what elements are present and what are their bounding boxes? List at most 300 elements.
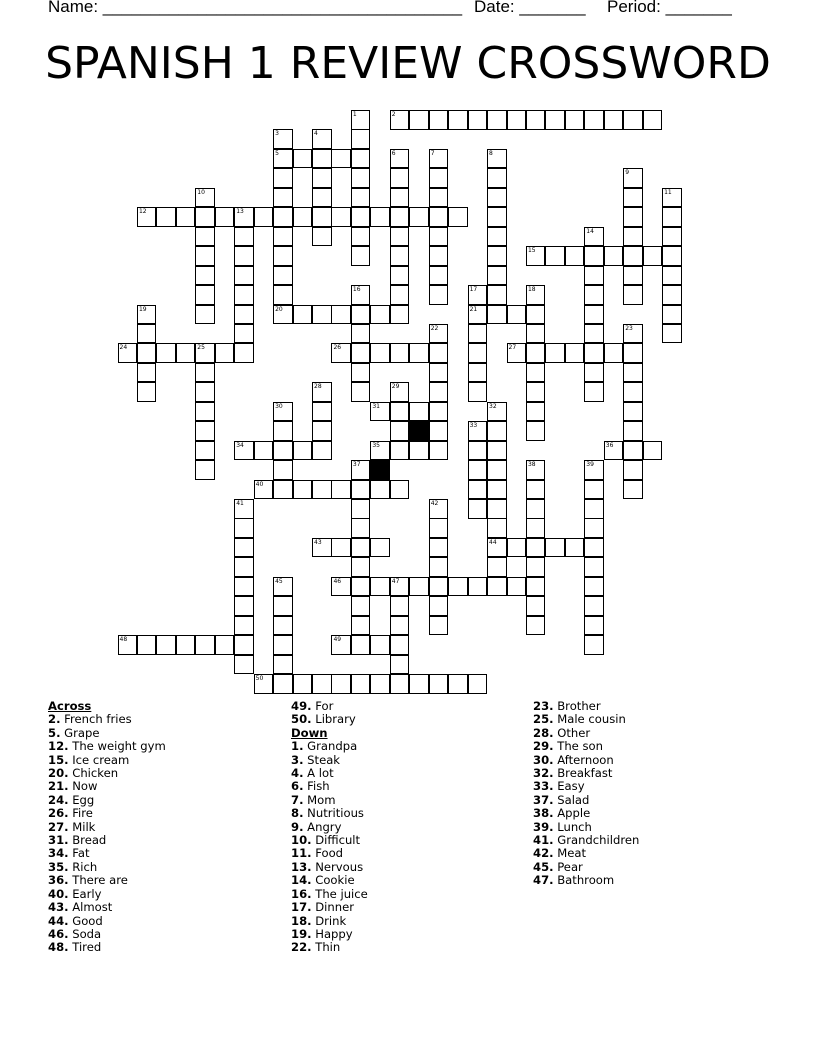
- crossword-cell[interactable]: [293, 149, 313, 169]
- crossword-cell[interactable]: [234, 499, 254, 519]
- crossword-cell[interactable]: [312, 402, 332, 422]
- crossword-cell[interactable]: [623, 188, 643, 208]
- crossword-cell[interactable]: [487, 149, 507, 169]
- crossword-cell[interactable]: [429, 421, 449, 441]
- crossword-cell[interactable]: [370, 577, 390, 597]
- crossword-cell[interactable]: [351, 616, 371, 636]
- crossword-cell[interactable]: [390, 207, 410, 227]
- crossword-cell[interactable]: [351, 129, 371, 149]
- crossword-cell[interactable]: [195, 188, 215, 208]
- crossword-cell[interactable]: [137, 382, 157, 402]
- crossword-cell[interactable]: [507, 538, 527, 558]
- crossword-cell[interactable]: [584, 635, 604, 655]
- crossword-cell[interactable]: [623, 324, 643, 344]
- crossword-cell[interactable]: [234, 207, 254, 227]
- crossword-cell[interactable]: [623, 382, 643, 402]
- crossword-cell[interactable]: [273, 596, 293, 616]
- crossword-cell[interactable]: [156, 343, 176, 363]
- crossword-cell[interactable]: [273, 188, 293, 208]
- period-field[interactable]: Period: _______: [607, 0, 732, 16]
- crossword-cell[interactable]: [370, 402, 390, 422]
- crossword-cell[interactable]: [254, 441, 274, 461]
- crossword-cell[interactable]: [623, 363, 643, 383]
- crossword-cell[interactable]: [545, 110, 565, 130]
- crossword-cell[interactable]: [623, 110, 643, 130]
- crossword-cell[interactable]: [195, 421, 215, 441]
- crossword-cell[interactable]: [468, 305, 488, 325]
- crossword-cell[interactable]: [526, 460, 546, 480]
- crossword-cell[interactable]: [487, 207, 507, 227]
- crossword-cell[interactable]: [215, 635, 235, 655]
- crossword-cell[interactable]: [526, 518, 546, 538]
- crossword-cell[interactable]: [234, 343, 254, 363]
- crossword-cell[interactable]: [390, 227, 410, 247]
- crossword-cell[interactable]: [390, 635, 410, 655]
- crossword-cell[interactable]: [526, 538, 546, 558]
- crossword-cell[interactable]: [623, 441, 643, 461]
- crossword-cell[interactable]: [584, 577, 604, 597]
- crossword-cell[interactable]: [487, 499, 507, 519]
- crossword-cell[interactable]: [234, 577, 254, 597]
- crossword-cell[interactable]: [584, 480, 604, 500]
- crossword-cell[interactable]: [584, 538, 604, 558]
- crossword-cell[interactable]: [487, 557, 507, 577]
- crossword-cell[interactable]: [273, 577, 293, 597]
- crossword-cell[interactable]: [312, 441, 332, 461]
- crossword-cell[interactable]: [312, 207, 332, 227]
- crossword-cell[interactable]: [390, 441, 410, 461]
- crossword-cell[interactable]: [331, 480, 351, 500]
- crossword-cell[interactable]: [565, 538, 585, 558]
- crossword-cell[interactable]: [409, 343, 429, 363]
- crossword-cell[interactable]: [487, 246, 507, 266]
- crossword-cell[interactable]: [137, 635, 157, 655]
- crossword-cell[interactable]: [643, 246, 663, 266]
- crossword-cell[interactable]: [390, 616, 410, 636]
- crossword-cell[interactable]: [604, 441, 624, 461]
- crossword-cell[interactable]: [312, 674, 332, 694]
- crossword-cell[interactable]: [429, 616, 449, 636]
- crossword-cell[interactable]: [448, 674, 468, 694]
- crossword-cell[interactable]: [429, 538, 449, 558]
- crossword-cell[interactable]: [351, 460, 371, 480]
- crossword-cell[interactable]: [234, 285, 254, 305]
- crossword-cell[interactable]: [390, 596, 410, 616]
- crossword-cell[interactable]: [623, 421, 643, 441]
- crossword-cell[interactable]: [662, 305, 682, 325]
- crossword-cell[interactable]: [429, 557, 449, 577]
- crossword-cell[interactable]: [331, 538, 351, 558]
- crossword-cell[interactable]: [429, 674, 449, 694]
- crossword-cell[interactable]: [370, 207, 390, 227]
- crossword-cell[interactable]: [487, 188, 507, 208]
- crossword-cell[interactable]: [429, 227, 449, 247]
- crossword-cell[interactable]: [623, 207, 643, 227]
- crossword-cell[interactable]: [429, 363, 449, 383]
- crossword-cell[interactable]: [351, 285, 371, 305]
- crossword-cell[interactable]: [390, 305, 410, 325]
- crossword-cell[interactable]: [273, 246, 293, 266]
- crossword-cell[interactable]: [584, 382, 604, 402]
- crossword-cell[interactable]: [234, 227, 254, 247]
- crossword-cell[interactable]: [487, 460, 507, 480]
- crossword-cell[interactable]: [409, 402, 429, 422]
- crossword-cell[interactable]: [565, 246, 585, 266]
- crossword-cell[interactable]: [526, 324, 546, 344]
- crossword-cell[interactable]: [156, 207, 176, 227]
- crossword-cell[interactable]: [293, 674, 313, 694]
- crossword-cell[interactable]: [331, 305, 351, 325]
- crossword-cell[interactable]: [137, 343, 157, 363]
- crossword-cell[interactable]: [390, 168, 410, 188]
- crossword-cell[interactable]: [351, 305, 371, 325]
- crossword-cell[interactable]: [390, 402, 410, 422]
- crossword-cell[interactable]: [331, 343, 351, 363]
- crossword-cell[interactable]: [643, 441, 663, 461]
- crossword-cell[interactable]: [448, 110, 468, 130]
- crossword-cell[interactable]: [234, 635, 254, 655]
- crossword-cell[interactable]: [468, 499, 488, 519]
- crossword-cell[interactable]: [623, 480, 643, 500]
- crossword-cell[interactable]: [468, 441, 488, 461]
- crossword-cell[interactable]: [137, 324, 157, 344]
- crossword-cell[interactable]: [429, 266, 449, 286]
- crossword-cell[interactable]: [370, 441, 390, 461]
- crossword-cell[interactable]: [468, 324, 488, 344]
- crossword-cell[interactable]: [331, 149, 351, 169]
- crossword-cell[interactable]: [584, 343, 604, 363]
- crossword-cell[interactable]: [254, 480, 274, 500]
- crossword-cell[interactable]: [507, 343, 527, 363]
- crossword-cell[interactable]: [351, 596, 371, 616]
- crossword-cell[interactable]: [312, 188, 332, 208]
- crossword-cell[interactable]: [195, 382, 215, 402]
- crossword-cell[interactable]: [526, 557, 546, 577]
- crossword-cell[interactable]: [468, 363, 488, 383]
- crossword-cell[interactable]: [429, 246, 449, 266]
- crossword-cell[interactable]: [662, 266, 682, 286]
- crossword-cell[interactable]: [526, 402, 546, 422]
- crossword-cell[interactable]: [545, 343, 565, 363]
- crossword-cell[interactable]: [409, 674, 429, 694]
- crossword-cell[interactable]: [662, 207, 682, 227]
- crossword-cell[interactable]: [584, 246, 604, 266]
- crossword-cell[interactable]: [468, 421, 488, 441]
- crossword-cell[interactable]: [273, 207, 293, 227]
- crossword-cell[interactable]: [643, 110, 663, 130]
- crossword-cell[interactable]: [390, 149, 410, 169]
- crossword-cell[interactable]: [370, 343, 390, 363]
- crossword-cell[interactable]: [487, 402, 507, 422]
- crossword-cell[interactable]: [584, 518, 604, 538]
- crossword-cell[interactable]: [273, 421, 293, 441]
- crossword-cell[interactable]: [487, 441, 507, 461]
- crossword-cell[interactable]: [390, 480, 410, 500]
- crossword-cell[interactable]: [351, 577, 371, 597]
- crossword-cell[interactable]: [195, 207, 215, 227]
- crossword-cell[interactable]: [429, 518, 449, 538]
- crossword-cell[interactable]: [351, 246, 371, 266]
- crossword-cell[interactable]: [429, 596, 449, 616]
- crossword-cell[interactable]: [429, 577, 449, 597]
- crossword-cell[interactable]: [565, 110, 585, 130]
- crossword-cell[interactable]: [429, 188, 449, 208]
- crossword-cell[interactable]: [234, 441, 254, 461]
- crossword-cell[interactable]: [234, 557, 254, 577]
- crossword-cell[interactable]: [429, 207, 449, 227]
- crossword-cell[interactable]: [195, 635, 215, 655]
- crossword-cell[interactable]: [526, 499, 546, 519]
- crossword-cell[interactable]: [370, 305, 390, 325]
- crossword-cell[interactable]: [429, 402, 449, 422]
- crossword-cell[interactable]: [176, 343, 196, 363]
- crossword-cell[interactable]: [156, 635, 176, 655]
- crossword-cell[interactable]: [195, 266, 215, 286]
- crossword-cell[interactable]: [351, 480, 371, 500]
- crossword-cell[interactable]: [273, 129, 293, 149]
- crossword-cell[interactable]: [312, 480, 332, 500]
- crossword-cell[interactable]: [604, 246, 624, 266]
- crossword-cell[interactable]: [234, 655, 254, 675]
- crossword-cell[interactable]: [312, 305, 332, 325]
- crossword-cell[interactable]: [584, 460, 604, 480]
- crossword-cell[interactable]: [195, 402, 215, 422]
- crossword-cell[interactable]: [273, 227, 293, 247]
- crossword-cell[interactable]: [468, 460, 488, 480]
- crossword-cell[interactable]: [176, 635, 196, 655]
- crossword-cell[interactable]: [234, 596, 254, 616]
- crossword-cell[interactable]: [273, 674, 293, 694]
- crossword-cell[interactable]: [331, 674, 351, 694]
- crossword-cell[interactable]: [526, 110, 546, 130]
- crossword-cell[interactable]: [312, 227, 332, 247]
- crossword-cell[interactable]: [293, 207, 313, 227]
- crossword-cell[interactable]: [273, 285, 293, 305]
- crossword-cell[interactable]: [468, 285, 488, 305]
- crossword-cell[interactable]: [584, 616, 604, 636]
- crossword-cell[interactable]: [526, 305, 546, 325]
- crossword-cell[interactable]: [623, 285, 643, 305]
- crossword-cell[interactable]: [137, 305, 157, 325]
- crossword-cell[interactable]: [351, 110, 371, 130]
- crossword-cell[interactable]: [331, 577, 351, 597]
- crossword-cell[interactable]: [390, 266, 410, 286]
- crossword-cell[interactable]: [370, 674, 390, 694]
- crossword-cell[interactable]: [195, 285, 215, 305]
- crossword-cell[interactable]: [312, 421, 332, 441]
- crossword-cell[interactable]: [662, 246, 682, 266]
- crossword-cell[interactable]: [234, 246, 254, 266]
- crossword-cell[interactable]: [545, 246, 565, 266]
- crossword-cell[interactable]: [487, 168, 507, 188]
- crossword-cell[interactable]: [234, 616, 254, 636]
- crossword-cell[interactable]: [273, 402, 293, 422]
- crossword-cell[interactable]: [526, 285, 546, 305]
- crossword-cell[interactable]: [312, 538, 332, 558]
- crossword-cell[interactable]: [468, 480, 488, 500]
- crossword-cell[interactable]: [662, 188, 682, 208]
- crossword-cell[interactable]: [487, 110, 507, 130]
- crossword-cell[interactable]: [390, 382, 410, 402]
- crossword-cell[interactable]: [351, 538, 371, 558]
- name-field[interactable]: Name: ______________________________________: [48, 0, 463, 16]
- crossword-cell[interactable]: [409, 110, 429, 130]
- crossword-cell[interactable]: [468, 674, 488, 694]
- crossword-cell[interactable]: [487, 518, 507, 538]
- crossword-cell[interactable]: [215, 207, 235, 227]
- crossword-cell[interactable]: [429, 110, 449, 130]
- crossword-cell[interactable]: [623, 227, 643, 247]
- crossword-cell[interactable]: [390, 674, 410, 694]
- crossword-cell[interactable]: [293, 480, 313, 500]
- crossword-cell[interactable]: [273, 655, 293, 675]
- crossword-cell[interactable]: [662, 227, 682, 247]
- crossword-cell[interactable]: [390, 655, 410, 675]
- crossword-cell[interactable]: [195, 441, 215, 461]
- crossword-cell[interactable]: [234, 305, 254, 325]
- crossword-cell[interactable]: [507, 110, 527, 130]
- crossword-cell[interactable]: [390, 188, 410, 208]
- crossword-cell[interactable]: [118, 635, 138, 655]
- crossword-cell[interactable]: [487, 266, 507, 286]
- crossword-cell[interactable]: [234, 538, 254, 558]
- crossword-cell[interactable]: [351, 382, 371, 402]
- crossword-cell[interactable]: [351, 635, 371, 655]
- crossword-cell[interactable]: [215, 343, 235, 363]
- crossword-cell[interactable]: [273, 616, 293, 636]
- crossword-cell[interactable]: [584, 110, 604, 130]
- crossword-cell[interactable]: [429, 441, 449, 461]
- crossword-cell[interactable]: [468, 343, 488, 363]
- crossword-cell[interactable]: [137, 363, 157, 383]
- crossword-cell[interactable]: [623, 460, 643, 480]
- crossword-cell[interactable]: [623, 246, 643, 266]
- crossword-cell[interactable]: [370, 635, 390, 655]
- crossword-cell[interactable]: [273, 480, 293, 500]
- crossword-cell[interactable]: [565, 343, 585, 363]
- crossword-cell[interactable]: [312, 129, 332, 149]
- crossword-cell[interactable]: [526, 382, 546, 402]
- crossword-cell[interactable]: [409, 577, 429, 597]
- crossword-cell[interactable]: [526, 577, 546, 597]
- crossword-cell[interactable]: [584, 596, 604, 616]
- crossword-cell[interactable]: [584, 324, 604, 344]
- crossword-cell[interactable]: [195, 227, 215, 247]
- crossword-cell[interactable]: [351, 149, 371, 169]
- crossword-cell[interactable]: [487, 577, 507, 597]
- crossword-cell[interactable]: [351, 363, 371, 383]
- crossword-cell[interactable]: [468, 577, 488, 597]
- crossword-cell[interactable]: [584, 266, 604, 286]
- crossword-cell[interactable]: [273, 266, 293, 286]
- crossword-cell[interactable]: [623, 402, 643, 422]
- crossword-cell[interactable]: [526, 596, 546, 616]
- crossword-cell[interactable]: [584, 285, 604, 305]
- crossword-cell[interactable]: [507, 305, 527, 325]
- crossword-cell[interactable]: [390, 246, 410, 266]
- crossword-cell[interactable]: [526, 246, 546, 266]
- crossword-cell[interactable]: [487, 227, 507, 247]
- crossword-cell[interactable]: [487, 305, 507, 325]
- crossword-cell[interactable]: [351, 207, 371, 227]
- crossword-cell[interactable]: [390, 285, 410, 305]
- crossword-cell[interactable]: [545, 538, 565, 558]
- crossword-cell[interactable]: [526, 421, 546, 441]
- crossword-cell[interactable]: [293, 305, 313, 325]
- crossword-cell[interactable]: [623, 168, 643, 188]
- crossword-cell[interactable]: [273, 635, 293, 655]
- crossword-cell[interactable]: [331, 207, 351, 227]
- crossword-cell[interactable]: [409, 441, 429, 461]
- crossword-cell[interactable]: [234, 518, 254, 538]
- crossword-cell[interactable]: [507, 577, 527, 597]
- crossword-cell[interactable]: [195, 246, 215, 266]
- crossword-cell[interactable]: [584, 499, 604, 519]
- crossword-cell[interactable]: [584, 305, 604, 325]
- crossword-cell[interactable]: [351, 188, 371, 208]
- crossword-cell[interactable]: [195, 343, 215, 363]
- crossword-cell[interactable]: [429, 324, 449, 344]
- crossword-cell[interactable]: [390, 110, 410, 130]
- date-field[interactable]: Date: _______: [474, 0, 586, 16]
- crossword-cell[interactable]: [487, 538, 507, 558]
- crossword-cell[interactable]: [176, 207, 196, 227]
- crossword-cell[interactable]: [448, 577, 468, 597]
- crossword-cell[interactable]: [273, 149, 293, 169]
- crossword-cell[interactable]: [195, 363, 215, 383]
- crossword-cell[interactable]: [351, 499, 371, 519]
- crossword-cell[interactable]: [137, 207, 157, 227]
- crossword-cell[interactable]: [234, 324, 254, 344]
- crossword-cell[interactable]: [351, 168, 371, 188]
- crossword-cell[interactable]: [351, 557, 371, 577]
- crossword-cell[interactable]: [429, 285, 449, 305]
- crossword-cell[interactable]: [312, 382, 332, 402]
- crossword-cell[interactable]: [623, 343, 643, 363]
- crossword-cell[interactable]: [370, 538, 390, 558]
- crossword-cell[interactable]: [390, 421, 410, 441]
- crossword-cell[interactable]: [351, 227, 371, 247]
- crossword-cell[interactable]: [526, 480, 546, 500]
- crossword-cell[interactable]: [487, 480, 507, 500]
- crossword-cell[interactable]: [526, 616, 546, 636]
- crossword-cell[interactable]: [351, 518, 371, 538]
- crossword-cell[interactable]: [273, 168, 293, 188]
- crossword-cell[interactable]: [273, 460, 293, 480]
- crossword-cell[interactable]: [584, 227, 604, 247]
- crossword-cell[interactable]: [429, 382, 449, 402]
- crossword-cell[interactable]: [429, 168, 449, 188]
- crossword-cell[interactable]: [273, 441, 293, 461]
- crossword-cell[interactable]: [351, 674, 371, 694]
- crossword-cell[interactable]: [293, 441, 313, 461]
- crossword-cell[interactable]: [409, 207, 429, 227]
- crossword-cell[interactable]: [448, 207, 468, 227]
- crossword-cell[interactable]: [312, 168, 332, 188]
- crossword-cell[interactable]: [118, 343, 138, 363]
- crossword-cell[interactable]: [429, 499, 449, 519]
- crossword-cell[interactable]: [429, 149, 449, 169]
- crossword-cell[interactable]: [390, 577, 410, 597]
- crossword-cell[interactable]: [195, 305, 215, 325]
- crossword-cell[interactable]: [370, 480, 390, 500]
- crossword-cell[interactable]: [526, 363, 546, 383]
- crossword-cell[interactable]: [234, 266, 254, 286]
- crossword-cell[interactable]: [195, 460, 215, 480]
- crossword-cell[interactable]: [662, 285, 682, 305]
- crossword-cell[interactable]: [351, 324, 371, 344]
- crossword-cell[interactable]: [584, 363, 604, 383]
